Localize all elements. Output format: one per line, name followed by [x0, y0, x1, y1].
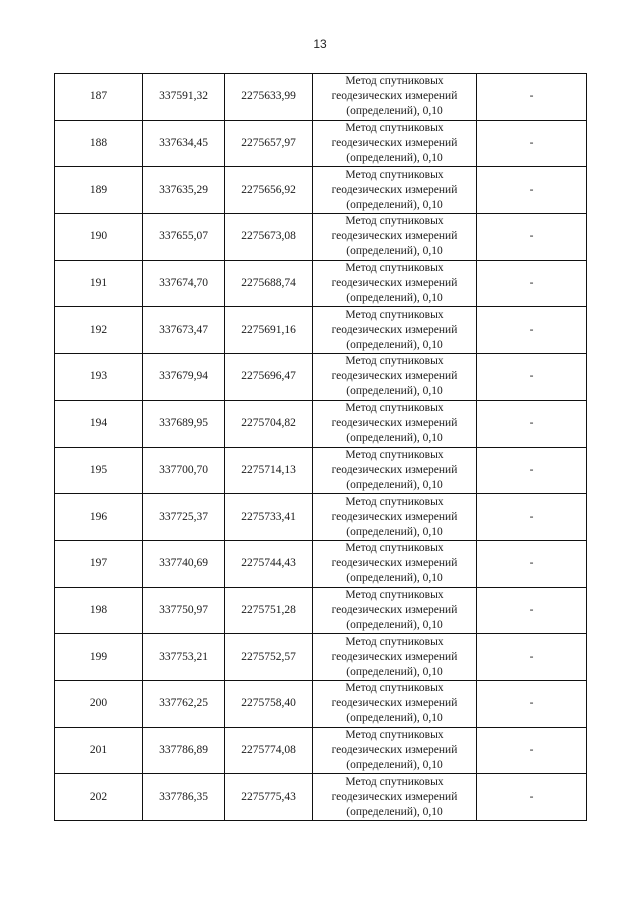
method-cell: [313, 307, 477, 354]
table-row: [55, 447, 587, 494]
table-row: [55, 214, 587, 261]
method-line: геодезических измерений: [331, 277, 458, 290]
description-cell: -: [477, 214, 587, 261]
table-row: [55, 634, 587, 681]
table-row: [55, 540, 587, 587]
method-line: Метод спутниковых: [345, 542, 444, 555]
method-cell: [313, 774, 477, 821]
x-coordinate-cell: 337673,47: [143, 307, 225, 354]
method-line: геодезических измерений: [331, 510, 458, 523]
method-line: (определений), 0,10: [346, 805, 443, 818]
method-line: (определений), 0,10: [346, 198, 443, 211]
point-number-cell: 195: [55, 447, 143, 494]
method-line: (определений), 0,10: [346, 338, 443, 351]
method-line: Метод спутниковых: [345, 588, 444, 601]
point-number-cell: 198: [55, 587, 143, 634]
method-line: (определений), 0,10: [346, 105, 443, 118]
method-line: геодезических измерений: [331, 370, 458, 383]
method-line: Метод спутниковых: [345, 495, 444, 508]
table-row: [55, 680, 587, 727]
method-cell: [313, 540, 477, 587]
x-coordinate-cell: 337750,97: [143, 587, 225, 634]
table-row: [55, 587, 587, 634]
method-cell: [313, 447, 477, 494]
method-line: геодезических измерений: [331, 323, 458, 336]
description-cell: -: [477, 727, 587, 774]
coordinates-table: [54, 73, 587, 821]
method-line: геодезических измерений: [331, 90, 458, 103]
y-coordinate-cell: 2275714,13: [225, 447, 313, 494]
point-number-cell: 199: [55, 634, 143, 681]
method-cell: [313, 587, 477, 634]
point-number-cell: 188: [55, 120, 143, 167]
x-coordinate-cell: 337740,69: [143, 540, 225, 587]
x-coordinate-cell: 337674,70: [143, 260, 225, 307]
method-line: (определений), 0,10: [346, 432, 443, 445]
method-line: геодезических измерений: [331, 790, 458, 803]
table-row: [55, 400, 587, 447]
method-line: Метод спутниковых: [345, 728, 444, 741]
description-cell: -: [477, 774, 587, 821]
y-coordinate-cell: 2275775,43: [225, 774, 313, 821]
description-cell: -: [477, 680, 587, 727]
point-number-cell: 194: [55, 400, 143, 447]
x-coordinate-cell: 337725,37: [143, 494, 225, 541]
method-line: Метод спутниковых: [345, 215, 444, 228]
method-line: геодезических измерений: [331, 603, 458, 616]
method-cell: [313, 494, 477, 541]
method-line: (определений), 0,10: [346, 525, 443, 538]
method-cell: [313, 120, 477, 167]
point-number-cell: 191: [55, 260, 143, 307]
method-cell: [313, 260, 477, 307]
table-row: [55, 307, 587, 354]
method-cell: [313, 354, 477, 401]
y-coordinate-cell: 2275704,82: [225, 400, 313, 447]
description-cell: -: [477, 400, 587, 447]
method-line: (определений), 0,10: [346, 292, 443, 305]
y-coordinate-cell: 2275688,74: [225, 260, 313, 307]
x-coordinate-cell: 337634,45: [143, 120, 225, 167]
method-cell: [313, 680, 477, 727]
table-row: [55, 354, 587, 401]
point-number-cell: 197: [55, 540, 143, 587]
x-coordinate-cell: 337786,35: [143, 774, 225, 821]
method-line: Метод спутниковых: [345, 682, 444, 695]
method-line: Метод спутниковых: [345, 355, 444, 368]
method-line: Метод спутниковых: [345, 775, 444, 788]
y-coordinate-cell: 2275733,41: [225, 494, 313, 541]
method-line: геодезических измерений: [331, 743, 458, 756]
method-line: Метод спутниковых: [345, 308, 444, 321]
method-cell: [313, 400, 477, 447]
description-cell: -: [477, 447, 587, 494]
description-cell: -: [477, 260, 587, 307]
method-cell: [313, 634, 477, 681]
method-line: (определений), 0,10: [346, 478, 443, 491]
method-line: (определений), 0,10: [346, 245, 443, 258]
y-coordinate-cell: 2275691,16: [225, 307, 313, 354]
y-coordinate-cell: 2275774,08: [225, 727, 313, 774]
method-cell: [313, 74, 477, 121]
table-row: [55, 260, 587, 307]
method-line: Метод спутниковых: [345, 402, 444, 415]
method-line: (определений), 0,10: [346, 758, 443, 771]
table-row: [55, 494, 587, 541]
y-coordinate-cell: 2275656,92: [225, 167, 313, 214]
y-coordinate-cell: 2275657,97: [225, 120, 313, 167]
table-body: [55, 74, 587, 821]
table-row: [55, 774, 587, 821]
description-cell: -: [477, 74, 587, 121]
method-line: (определений), 0,10: [346, 665, 443, 678]
method-line: (определений), 0,10: [346, 572, 443, 585]
x-coordinate-cell: 337635,29: [143, 167, 225, 214]
table-row: [55, 167, 587, 214]
point-number-cell: 201: [55, 727, 143, 774]
method-line: геодезических измерений: [331, 557, 458, 570]
method-line: Метод спутниковых: [345, 262, 444, 275]
y-coordinate-cell: 2275673,08: [225, 214, 313, 261]
point-number-cell: 189: [55, 167, 143, 214]
table-row: [55, 74, 587, 121]
x-coordinate-cell: 337786,89: [143, 727, 225, 774]
method-line: Метод спутниковых: [345, 635, 444, 648]
description-cell: -: [477, 307, 587, 354]
y-coordinate-cell: 2275744,43: [225, 540, 313, 587]
description-cell: -: [477, 167, 587, 214]
x-coordinate-cell: 337689,95: [143, 400, 225, 447]
table-row: [55, 727, 587, 774]
x-coordinate-cell: 337753,21: [143, 634, 225, 681]
y-coordinate-cell: 2275633,99: [225, 74, 313, 121]
x-coordinate-cell: 337679,94: [143, 354, 225, 401]
x-coordinate-cell: 337591,32: [143, 74, 225, 121]
description-cell: -: [477, 494, 587, 541]
method-line: геодезических измерений: [331, 697, 458, 710]
point-number-cell: 187: [55, 74, 143, 121]
description-cell: -: [477, 540, 587, 587]
x-coordinate-cell: 337655,07: [143, 214, 225, 261]
point-number-cell: 202: [55, 774, 143, 821]
description-cell: -: [477, 634, 587, 681]
point-number-cell: 200: [55, 680, 143, 727]
point-number-cell: 192: [55, 307, 143, 354]
method-line: Метод спутниковых: [345, 448, 444, 461]
point-number-cell: 190: [55, 214, 143, 261]
method-line: геодезических измерений: [331, 463, 458, 476]
method-cell: [313, 727, 477, 774]
page-number: 13: [313, 37, 327, 51]
method-cell: [313, 167, 477, 214]
table-row: [55, 120, 587, 167]
method-line: геодезических измерений: [331, 230, 458, 243]
method-line: Метод спутниковых: [345, 122, 444, 135]
method-line: (определений), 0,10: [346, 385, 443, 398]
x-coordinate-cell: 337762,25: [143, 680, 225, 727]
x-coordinate-cell: 337700,70: [143, 447, 225, 494]
y-coordinate-cell: 2275758,40: [225, 680, 313, 727]
method-line: геодезических измерений: [331, 417, 458, 430]
method-line: геодезических измерений: [331, 183, 458, 196]
description-cell: -: [477, 587, 587, 634]
y-coordinate-cell: 2275751,28: [225, 587, 313, 634]
method-line: геодезических измерений: [331, 650, 458, 663]
method-line: геодезических измерений: [331, 137, 458, 150]
method-cell: [313, 214, 477, 261]
method-line: (определений), 0,10: [346, 712, 443, 725]
point-number-cell: 196: [55, 494, 143, 541]
description-cell: -: [477, 354, 587, 401]
description-cell: -: [477, 120, 587, 167]
y-coordinate-cell: 2275752,57: [225, 634, 313, 681]
y-coordinate-cell: 2275696,47: [225, 354, 313, 401]
point-number-cell: 193: [55, 354, 143, 401]
method-line: Метод спутниковых: [345, 168, 444, 181]
method-line: Метод спутниковых: [345, 75, 444, 88]
method-line: (определений), 0,10: [346, 618, 443, 631]
method-line: (определений), 0,10: [346, 152, 443, 165]
